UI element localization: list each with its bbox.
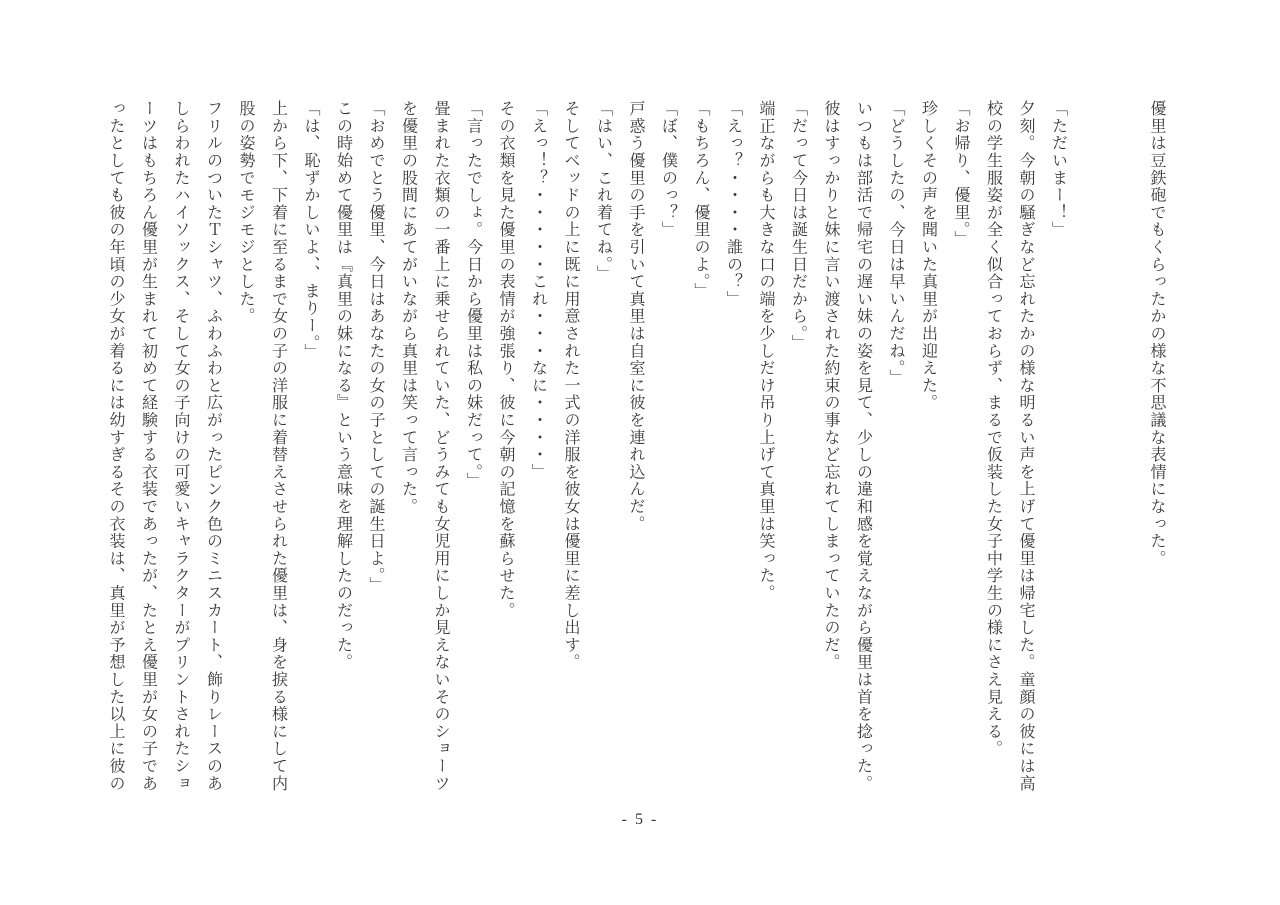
text-column: いつもは部活で帰宅の遅い妹の姿を見て、少しの違和感を覚えながら優里は首を捻った。 xyxy=(854,100,872,792)
text-column: ったとしても彼の年頃の少女が着るには幼すぎるその衣装は、真里が予想した以上に彼の xyxy=(107,100,124,792)
text-column: 「言ったでしょ。今日から優里は私の妹だって。」 xyxy=(464,100,482,490)
vertical-text-block xyxy=(99,100,1173,822)
text-column: 「だって今日は誕生日だから。」 xyxy=(789,100,807,352)
text-column: 「はい、これ着てね。」 xyxy=(594,100,612,283)
text-column: 戸惑う優里の手を引いて真里は自室に彼を連れ込んだ。 xyxy=(627,100,644,533)
text-column: しらわれたハイソックス、そして女の子向けの可愛いキャラクターがプリントされたショ xyxy=(172,100,189,792)
text-column: 「おめでとう優里、今日はあなたの女の子としての誕生日よ。」 xyxy=(367,100,384,594)
text-column: 股の姿勢でモジモジとした。 xyxy=(237,100,254,325)
text-column: ーツはもちろん優里が生まれて初めて経験する衣装であったが、たとえ優里が女の子であ xyxy=(139,100,157,792)
text-column: 校の学生服姿が全く似合っておらず、まるで仮装した女子中学生の様にさえ見える。 xyxy=(984,100,1002,758)
text-column: 「は、恥ずかしいよ、、まりー。」 xyxy=(302,100,319,361)
text-column: 「ただいまー！」 xyxy=(1049,100,1067,239)
text-column: 優里は豆鉄砲でもくらったかの様な不思議な表情になった。 xyxy=(1148,100,1165,568)
text-column: フリルのついたＴシャツ、ふわふわと広がったピンク色のミニスカート、飾りレースのあ xyxy=(204,100,222,792)
text-column: 夕刻。今朝の騒ぎなど忘れたかの様な明るい声を上げて優里は帰宅した。童顔の彼には高 xyxy=(1017,100,1034,792)
page-number: - 5 - xyxy=(621,811,659,828)
text-column: 畳まれた衣類の一番上に乗せられていた、どうみても女児用にしか見えないそのショーツ xyxy=(432,100,449,792)
text-column: 「えっ？・・・・誰の？」 xyxy=(724,100,742,308)
text-column: 上から下、下着に至るまで女の子の洋服に着替えさせられた優里は、身を捩る様にして内 xyxy=(269,100,287,792)
text-column: この時始めて優里は『真里の妹になる』という意味を理解したのだった。 xyxy=(334,100,352,671)
text-column: 「もちろん、優里のよ。」 xyxy=(692,100,709,300)
text-column: そしてベッドの上に既に用意された一式の洋服を彼女は優里に差し出す。 xyxy=(562,100,579,671)
text-column: 「お帰り、優里。」 xyxy=(952,100,969,248)
text-column: その衣類を見た優里の表情が強張り、彼に今朝の記憶を蘇らせた。 xyxy=(497,100,514,619)
text-column: 珍しくその声を聞いた真里が出迎えた。 xyxy=(919,100,937,412)
text-column: 「どうしたの、今日は早いんだね。」 xyxy=(887,100,904,387)
text-column: 「えっ！？・・・・・これ・・・なに・・・・」 xyxy=(529,100,547,481)
text-column: 「ぼ、僕のっ？」 xyxy=(659,100,677,239)
text-column: を優里の股間にあてがいながら真里は笑って言った。 xyxy=(399,100,417,516)
text-column: 彼はすっかりと妹に言い渡された約束の事など忘れてしまっていたのだ。 xyxy=(822,100,839,671)
text-column: 端正ながらも大きな口の端を少しだけ吊り上げて真里は笑った。 xyxy=(757,100,774,602)
